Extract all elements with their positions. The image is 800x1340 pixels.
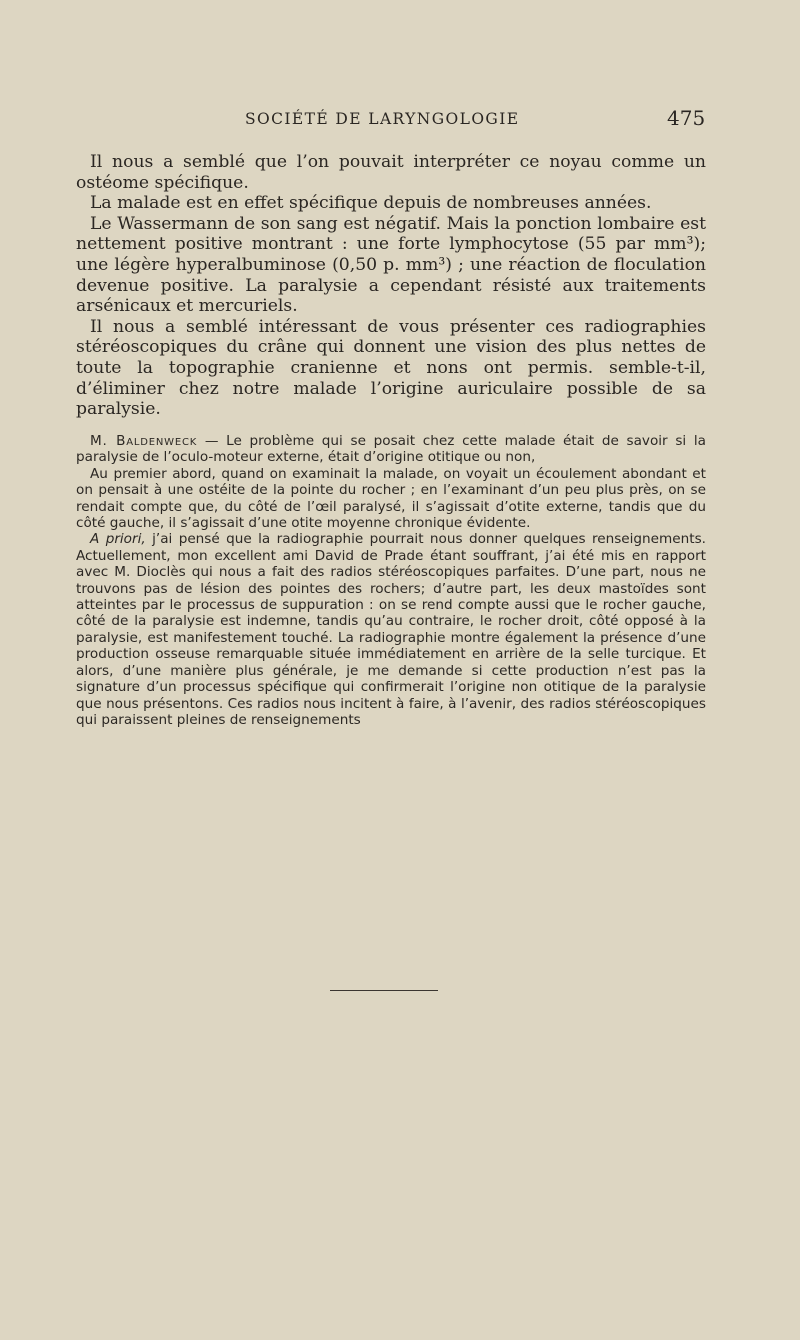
body-text <box>76 152 706 420</box>
discussion-text: — Le problème qui se posait chez cette malade était de savoir si la paralysie de l’oculo-moteur externe, était d’origine otitique ou non, <box>76 433 706 466</box>
discussion-section <box>76 433 706 728</box>
speaker-name: M. Baldenweck <box>90 433 198 449</box>
paragraph: Le Wassermann de son sang est négatif. Mais la ponction lombaire est nettement positive montrant : une forte lymphocytose (55 par mm³); une légère hyperalbuminose (0,50 p. mm³) ; une réaction de floculation devenue positive. La paralysie a cependant résisté aux traitements arsénicaux et mercuriels. <box>76 213 706 317</box>
running-head: SOCIÉTÉ DE LARYNGOLOGIE <box>245 110 520 128</box>
paragraph: Il nous a semblé intéressant de vous présenter ces radiographies stéréoscopiques du crâne qui donnent une vision des plus nettes de toute la topographie cranienne et nons ont permis. semble-t-il, d’éliminer chez notre malade l’origine auriculaire possible de sa paralysie. <box>76 316 706 420</box>
discussion-paragraph <box>76 433 706 466</box>
page-number: 475 <box>667 106 706 130</box>
discussion-paragraph <box>76 531 706 728</box>
paragraph: Il nous a semblé que l’on pouvait interpréter ce noyau comme un ostéome spécifique. <box>76 152 706 193</box>
page-header <box>0 106 800 134</box>
discussion-paragraph: Au premier abord, quand on examinait la malade, on voyait un écoulement abondant et on pensait à une ostéite de la pointe du rocher ; en l’examinant d’un peu plus près, on se rendait compte que, du côté de l’œil paralysé, il s’agissait d’otite externe, tandis que du côté gauche, il s’agissait d’une otite moyenne chronique évidente. <box>76 465 706 532</box>
italic-phrase: A priori, <box>90 531 146 548</box>
paragraph: La malade est en effet spécifique depuis de nombreuses années. <box>90 193 652 214</box>
discussion-text: j’ai pensé que la radiographie pourrait nous donner quelques renseignements. Actuellement, mon excellent ami David de Prade étant souffrant, j’ai été mis en rapport avec M. Dioclès qui nous a fait des radios stéréoscopiques parfaites. D’une part, nous ne trouvons pas de lésion des pointes des rochers; d’autre part, les deux mastoïdes sont atteintes par le processus de suppuration : on se rend compte aussi que le rocher gauche, côté de la paralysie est indemne, tandis qu’au contraire, le rocher droit, côté opposé à la paralysie, est manifestement touché. La radiographie montre également la présence d’une production osseuse remarquable située immédiatement en arrière de la selle turcique. Et alors, d’une manière plus générale, je me demande si cette production n’est pas la signature d’un processus spécifique qui confirmerait l’origine non otitique de la paralysie que nous présentons. Ces radios nous incitent à faire, à l’avenir, des radios stéréoscopiques qui paraissent pleines de renseignements <box>76 531 706 728</box>
end-rule <box>330 990 438 991</box>
